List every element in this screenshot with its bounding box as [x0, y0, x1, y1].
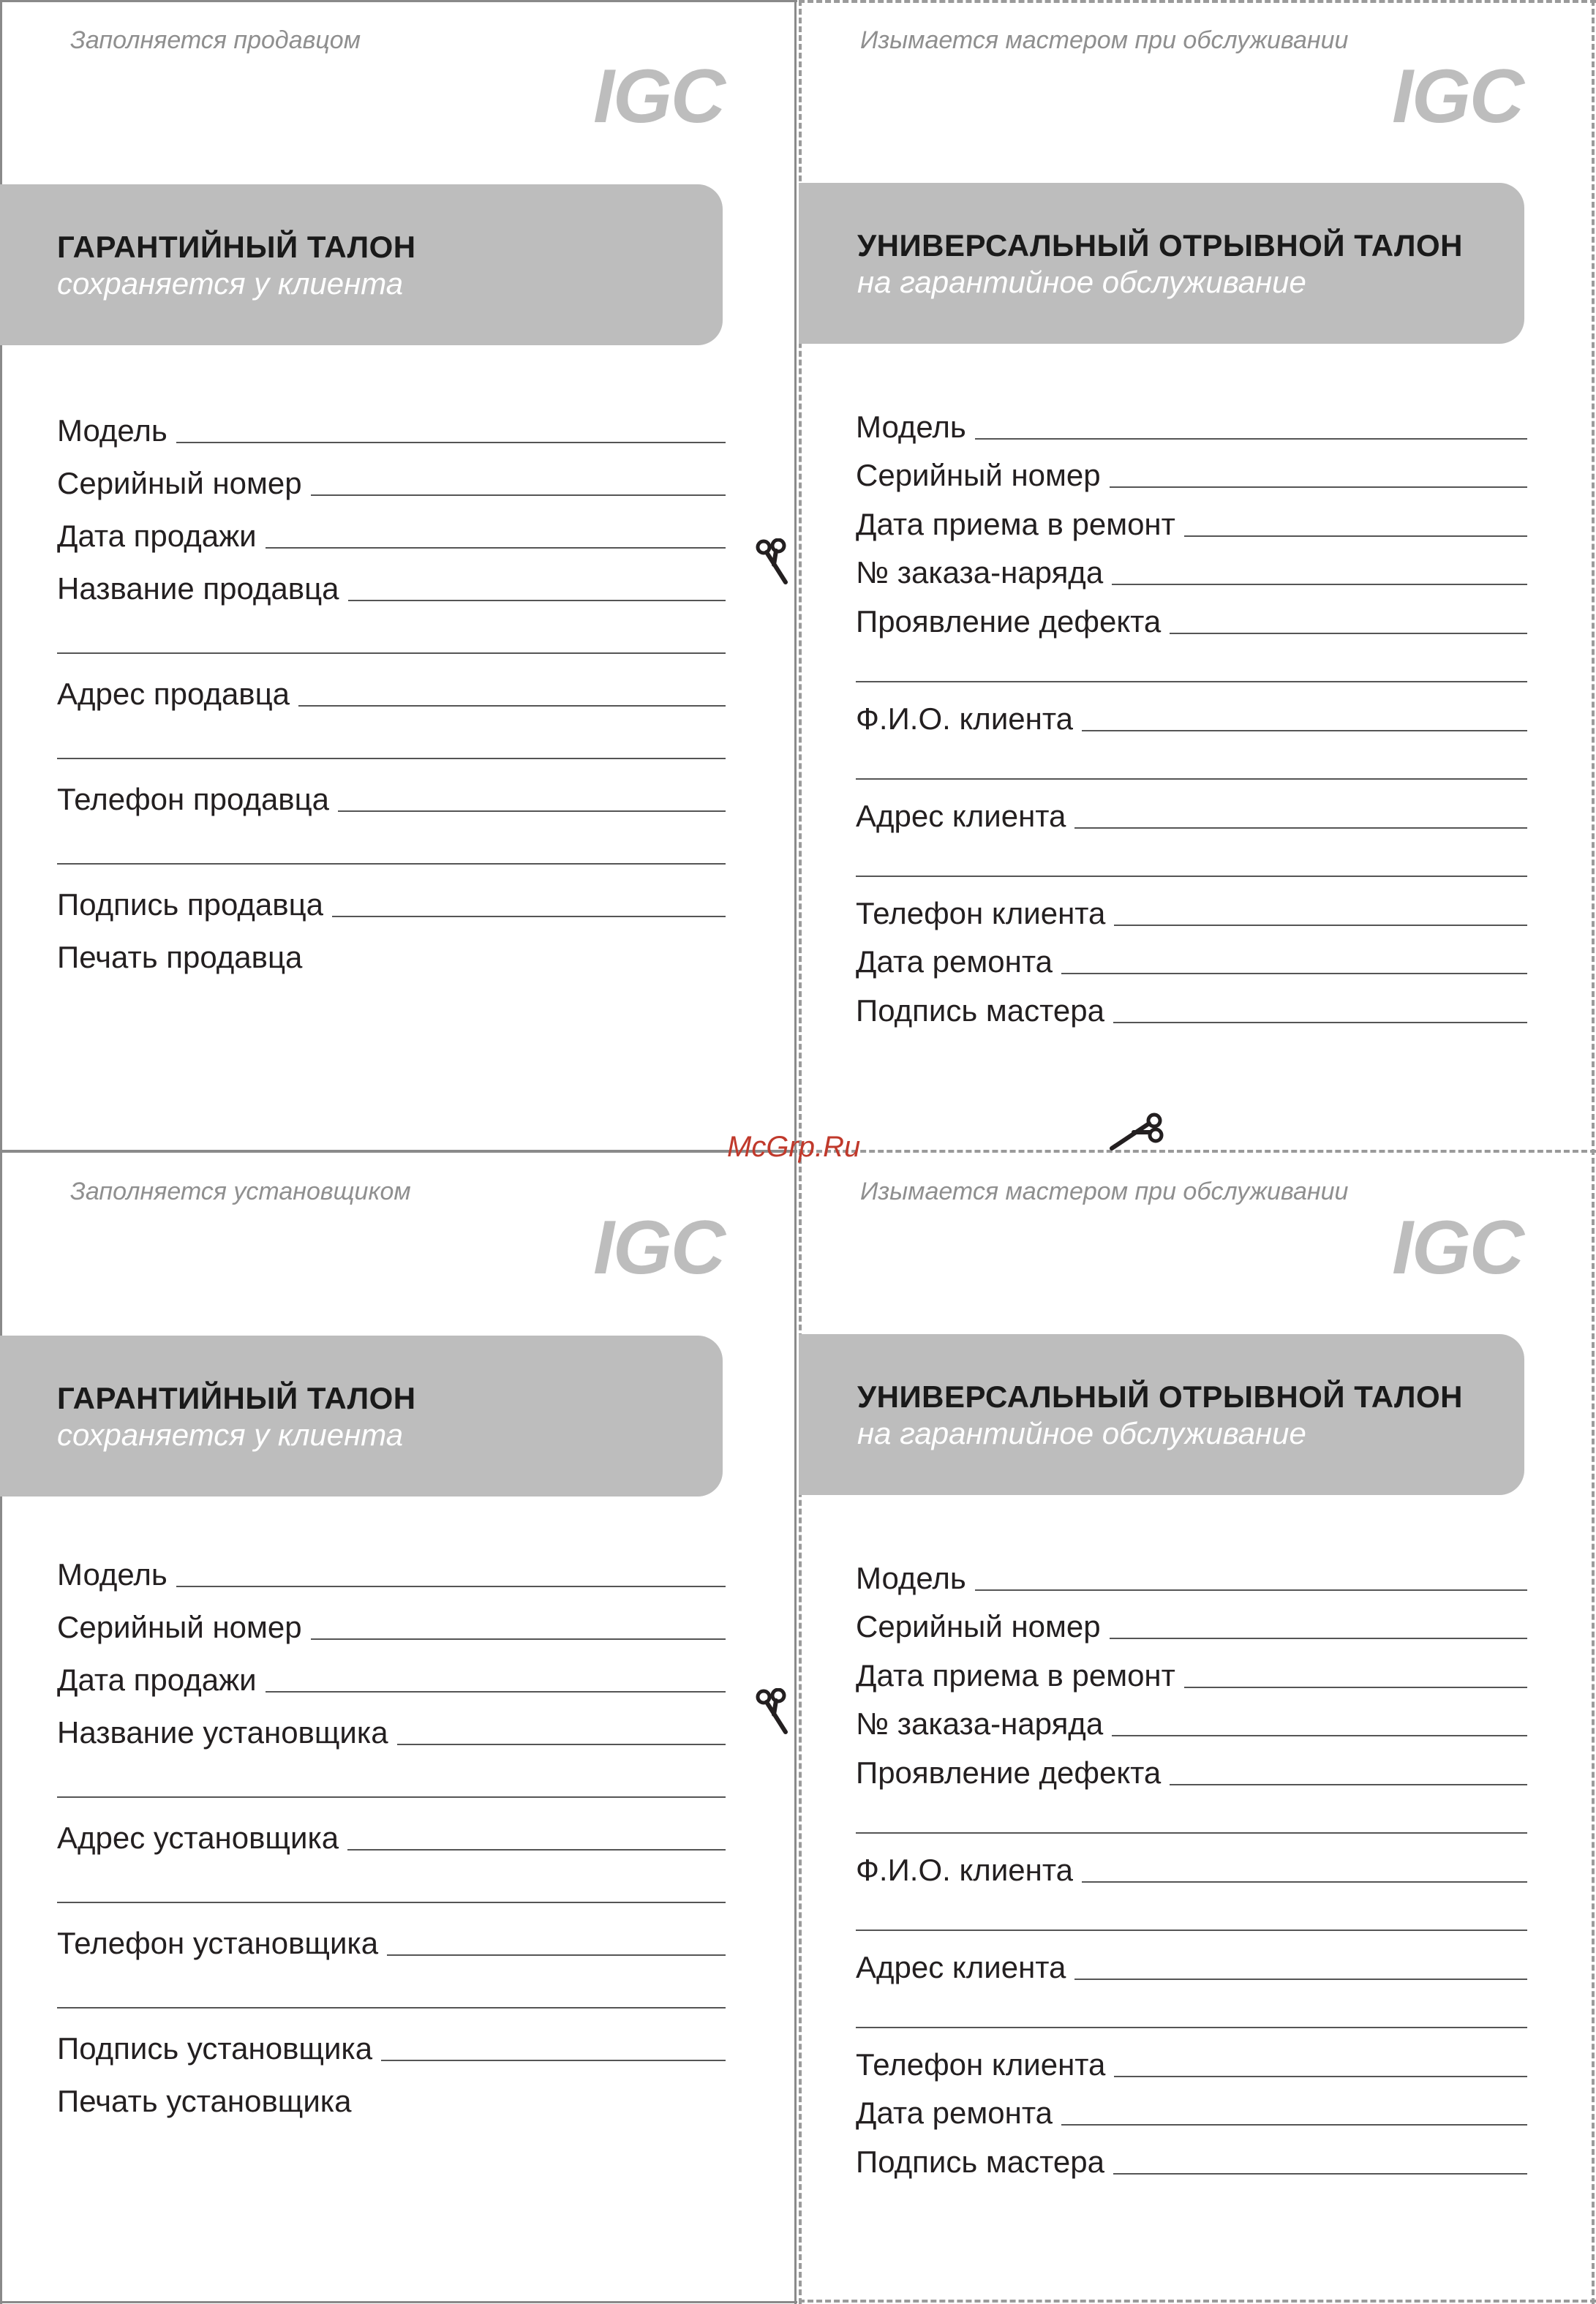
field-label: Телефон продавца: [57, 782, 330, 816]
form-row: [856, 590, 1527, 639]
field-label: Телефон установщика: [57, 1926, 379, 1960]
fill-in-line[interactable]: [1113, 1022, 1527, 1023]
fill-in-line[interactable]: [1114, 925, 1527, 926]
fill-in-line[interactable]: [57, 652, 726, 654]
field-label: Серийный номер: [57, 466, 302, 500]
fill-in-line[interactable]: [176, 1586, 726, 1587]
scissors-icon: [753, 1688, 800, 1735]
card-title: УНИВЕРСАЛЬНЫЙ ОТРЫВНОЙ ТАЛОН: [857, 1379, 1464, 1414]
fill-in-line[interactable]: [397, 1744, 726, 1745]
field-label: Серийный номер: [57, 1610, 302, 1644]
fill-in-line[interactable]: [856, 778, 1527, 780]
fill-in-line[interactable]: [57, 863, 726, 865]
field-label: Печать продавца: [57, 940, 303, 974]
fill-in-line[interactable]: [1110, 486, 1527, 488]
field-label: Дата приема в ремонт: [856, 1657, 1175, 1693]
form-row: [57, 764, 726, 816]
form-row: [57, 922, 726, 974]
form-row: [856, 784, 1527, 833]
form-row: [856, 833, 1527, 882]
form-fields: [57, 1539, 726, 2118]
fill-in-line[interactable]: [298, 705, 726, 707]
form-row: [57, 816, 726, 869]
fill-in-line[interactable]: [856, 1930, 1527, 1931]
scissors-icon: [753, 538, 800, 585]
field-label: Модель: [856, 409, 966, 444]
fill-in-line[interactable]: [338, 810, 726, 812]
form-row: [57, 1592, 726, 1644]
field-label: Подпись установщика: [57, 2031, 373, 2066]
form-row: [856, 1693, 1527, 1742]
card-note: Заполняется продавцом: [70, 26, 361, 54]
field-label: Телефон клиента: [856, 895, 1106, 930]
form-row: [57, 1960, 726, 2013]
form-row: [57, 553, 726, 606]
form-row: [856, 736, 1527, 785]
form-row: [856, 541, 1527, 590]
card-note: Заполняется установщиком: [70, 1178, 411, 1205]
fill-in-line[interactable]: [1114, 2076, 1527, 2077]
fill-in-line[interactable]: [1082, 730, 1527, 731]
card-banner: [0, 184, 723, 345]
card-subtitle: сохраняется у клиента: [57, 1418, 404, 1452]
fill-in-line[interactable]: [856, 2027, 1527, 2028]
fill-in-line[interactable]: [1082, 1881, 1527, 1883]
field-label: Название установщика: [57, 1715, 388, 1750]
card-subtitle: на гарантийное обслуживание: [857, 1416, 1306, 1450]
igc-logo: IGC: [1392, 54, 1523, 139]
form-row: [57, 1908, 726, 1960]
scissors-icon: [1109, 1110, 1167, 1154]
card-banner: [799, 183, 1524, 344]
field-label: Адрес клиента: [856, 1949, 1066, 1984]
watermark: McGrp.Ru: [727, 1131, 861, 1163]
field-label: Ф.И.О. клиента: [856, 1852, 1073, 1887]
card-banner: [0, 1336, 723, 1497]
fill-in-line[interactable]: [381, 2060, 726, 2061]
form-row: [856, 1935, 1527, 1984]
form-row: [57, 658, 726, 711]
field-label: Телефон клиента: [856, 2047, 1106, 2082]
field-label: Дата продажи: [57, 1663, 257, 1697]
field-label: Серийный номер: [856, 1609, 1101, 1644]
form-row: [856, 1838, 1527, 1887]
field-label: Модель: [57, 1557, 167, 1592]
fill-in-line[interactable]: [57, 1902, 726, 1903]
field-label: Название продавца: [57, 571, 339, 606]
fill-in-line[interactable]: [1112, 1735, 1527, 1736]
fill-in-line[interactable]: [856, 1832, 1527, 1834]
form-row: [856, 1595, 1527, 1644]
form-row: [856, 444, 1527, 493]
form-row: [57, 711, 726, 764]
card-bottom-right: [799, 1151, 1596, 2301]
form-row: [57, 1750, 726, 1802]
form-row: [57, 395, 726, 448]
bottom-border: [0, 2301, 797, 2303]
form-row: [57, 1697, 726, 1750]
fill-in-line[interactable]: [348, 600, 726, 601]
field-label: Адрес установщика: [57, 1821, 339, 1855]
fill-in-line[interactable]: [1170, 633, 1527, 634]
fill-in-line[interactable]: [1184, 1687, 1527, 1688]
form-row: [57, 2013, 726, 2066]
form-row: [57, 2066, 726, 2118]
field-label: Подпись мастера: [856, 2144, 1104, 2179]
form-row: [856, 930, 1527, 979]
fill-in-line[interactable]: [1061, 2124, 1527, 2126]
form-row: [856, 1644, 1527, 1693]
fill-in-line[interactable]: [311, 494, 726, 496]
form-row: [856, 2082, 1527, 2131]
field-label: Адрес клиента: [856, 798, 1066, 833]
form-row: [856, 2033, 1527, 2082]
form-row: [57, 500, 726, 553]
fill-in-line[interactable]: [332, 916, 726, 917]
field-label: Проявление дефекта: [856, 603, 1162, 639]
field-label: Модель: [856, 1560, 966, 1595]
form-row: [856, 395, 1527, 444]
fill-in-line[interactable]: [975, 1589, 1527, 1591]
card-subtitle: сохраняется у клиента: [57, 266, 404, 301]
field-label: Дата ремонта: [856, 2096, 1053, 2130]
fill-in-line[interactable]: [1061, 973, 1527, 974]
fill-in-line[interactable]: [856, 681, 1527, 682]
igc-logo: IGC: [1392, 1205, 1523, 1290]
form-row: [856, 881, 1527, 930]
form-row: [57, 1644, 726, 1697]
field-label: Проявление дефекта: [856, 1755, 1162, 1790]
card-title: ГАРАНТИЙНЫЙ ТАЛОН: [57, 230, 416, 264]
card-banner: [799, 1334, 1524, 1495]
fill-in-line[interactable]: [975, 438, 1527, 440]
field-label: Подпись продавца: [57, 887, 324, 922]
form-row: [856, 1790, 1527, 1839]
form-fields: [57, 395, 726, 974]
form-row: [856, 687, 1527, 736]
field-label: Печать установщика: [57, 2084, 352, 2118]
form-row: [856, 1546, 1527, 1595]
fill-in-line[interactable]: [1112, 584, 1527, 585]
form-row: [856, 2130, 1527, 2179]
form-row: [856, 1741, 1527, 1790]
fill-in-line[interactable]: [1113, 2173, 1527, 2175]
card-top-right: [799, 0, 1596, 1150]
form-row: [856, 979, 1527, 1028]
field-label: Дата продажи: [57, 519, 257, 553]
form-row: [57, 1802, 726, 1855]
form-row: [57, 869, 726, 922]
field-label: № заказа-наряда: [856, 1706, 1104, 1741]
card-bottom-left: [0, 1151, 797, 2301]
igc-logo: IGC: [593, 54, 724, 139]
form-row: [57, 448, 726, 500]
card-note: Изымается мастером при обслуживании: [860, 26, 1349, 54]
card-title: УНИВЕРСАЛЬНЫЙ ОТРЫВНОЙ ТАЛОН: [857, 228, 1464, 263]
fill-in-line[interactable]: [1074, 1979, 1527, 1980]
field-label: Адрес продавца: [57, 677, 290, 711]
fill-in-line[interactable]: [57, 758, 726, 759]
fill-in-line[interactable]: [1074, 827, 1527, 829]
fill-in-line[interactable]: [57, 1796, 726, 1798]
fill-in-line[interactable]: [387, 1954, 726, 1956]
field-label: Модель: [57, 413, 167, 448]
fill-in-line[interactable]: [1110, 1638, 1527, 1639]
field-label: Дата приема в ремонт: [856, 506, 1175, 541]
field-label: Дата ремонта: [856, 944, 1053, 979]
card-top-left: [0, 0, 797, 1150]
form-row: [856, 639, 1527, 688]
fill-in-line[interactable]: [856, 876, 1527, 877]
field-label: Ф.И.О. клиента: [856, 701, 1073, 736]
form-fields: [856, 395, 1527, 1028]
fill-in-line[interactable]: [311, 1638, 726, 1640]
field-label: Серийный номер: [856, 458, 1101, 492]
card-note: Изымается мастером при обслуживании: [860, 1178, 1349, 1205]
fill-in-line[interactable]: [347, 1849, 726, 1851]
fill-in-line[interactable]: [57, 2007, 726, 2009]
field-label: Подпись мастера: [856, 993, 1104, 1028]
form-row: [856, 1887, 1527, 1936]
fill-in-line[interactable]: [1170, 1784, 1527, 1785]
form-row: [856, 492, 1527, 541]
form-row: [57, 1855, 726, 1908]
form-row: [57, 1539, 726, 1592]
form-fields: [856, 1546, 1527, 2179]
form-row: [57, 606, 726, 658]
field-label: № заказа-наряда: [856, 555, 1104, 590]
fill-in-line[interactable]: [1184, 535, 1527, 537]
form-row: [856, 1984, 1527, 2033]
fill-in-line[interactable]: [266, 547, 726, 549]
card-subtitle: на гарантийное обслуживание: [857, 265, 1306, 299]
fill-in-line[interactable]: [176, 442, 726, 443]
card-title: ГАРАНТИЙНЫЙ ТАЛОН: [57, 1381, 416, 1415]
igc-logo: IGC: [593, 1205, 724, 1290]
fill-in-line[interactable]: [266, 1691, 726, 1693]
